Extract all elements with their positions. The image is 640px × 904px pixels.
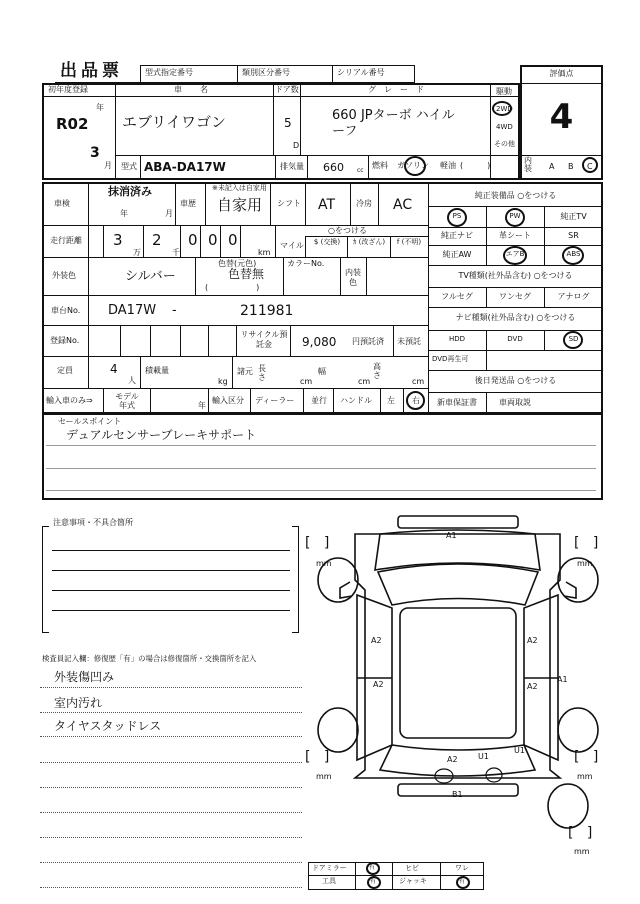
equip-aw: 純正AW xyxy=(442,250,472,259)
tread-fr-mm: mm xyxy=(577,559,593,568)
mileage-unknown: f (不明) xyxy=(396,238,422,246)
equip-pw: PW xyxy=(509,212,521,220)
equip-pw-circle xyxy=(505,208,525,227)
interior-b: B xyxy=(568,162,574,171)
load-kg: kg xyxy=(218,377,228,386)
equip-ps-circle xyxy=(447,208,467,227)
shift-label: シフト xyxy=(277,199,301,208)
tv-oneseg: ワンセグ xyxy=(499,292,531,301)
door-mirror-mark: 有 xyxy=(369,864,376,871)
serial-number-label: シリアル番号 xyxy=(337,68,385,77)
navi-sd: SD xyxy=(568,335,579,343)
interior-color-label: 内装色 xyxy=(345,268,361,287)
mile-label: マイル xyxy=(280,241,304,250)
fuel-gasoline-circle xyxy=(404,156,426,176)
eval-label: 評価点 xyxy=(549,69,574,78)
drive-other: その他 xyxy=(494,140,515,148)
equip-ps: PS xyxy=(452,212,462,220)
history-value: 自家用 xyxy=(217,196,263,214)
damage-mark-right-a1: A1 xyxy=(557,675,568,684)
color-change-value: 色替無 xyxy=(228,267,265,281)
color-no-label: カラーNo. xyxy=(287,259,325,268)
damage-mark-bumper: B1 xyxy=(452,790,463,799)
door-sub: D xyxy=(293,141,300,150)
navi-dvd: DVD xyxy=(507,335,523,343)
door-label: ドア数 xyxy=(275,85,299,94)
note-line-3: タイヤスタッドレス xyxy=(54,719,162,733)
dims-label: 諸元 xyxy=(237,367,253,376)
drive-label: 駆動 xyxy=(496,87,512,96)
equip-abs-circle xyxy=(562,246,584,265)
first-reg-label: 初年度登録 xyxy=(48,85,88,94)
import-class-label: 輸入区分 xyxy=(212,396,244,405)
note-line-2: 室内汚れ xyxy=(54,696,103,710)
handle-right: 右 xyxy=(412,396,420,405)
drive-2wd-circle xyxy=(492,101,512,116)
notes-label: 注意事項・不具合箇所 xyxy=(53,518,133,527)
damage-mark-right-rear: A2 xyxy=(527,682,538,691)
dims-width: 幅 xyxy=(318,367,326,376)
mileage-d1: 3 xyxy=(113,231,123,249)
jack-circle xyxy=(456,876,470,889)
sales-point-box xyxy=(42,413,603,500)
mileage-sen: 千 xyxy=(172,248,180,257)
inspection-year: 年 xyxy=(120,209,128,218)
fuel-gasoline: ガソリン xyxy=(397,161,429,170)
drive-2wd: 2WD xyxy=(496,105,513,113)
capacity-value: 4 xyxy=(110,362,118,376)
interior-c: C xyxy=(587,162,593,171)
capacity-unit: 人 xyxy=(128,376,136,385)
chassis-prefix: DA17W xyxy=(108,303,157,318)
equip-navi: 純正ナビ xyxy=(441,231,473,240)
car-name: エブリイワゴン xyxy=(122,113,226,131)
interior-a: A xyxy=(549,162,555,171)
navi-sd-circle xyxy=(563,331,583,349)
first-reg-month: 3 xyxy=(90,145,100,161)
dims-width-cm: cm xyxy=(358,377,371,386)
navi-hdd: HDD xyxy=(448,335,466,343)
note-line-1: 外装傷凹み xyxy=(54,670,115,684)
tools-circle xyxy=(367,876,381,889)
model-label: 型式 xyxy=(121,162,137,171)
mileage-circle-note: ○をつける xyxy=(328,226,367,235)
damage-mark-u1-rear: U1 xyxy=(478,752,489,761)
mileage-label: 走行距離 xyxy=(50,236,82,245)
model-year-label: モデル年式 xyxy=(115,392,139,410)
damage-mark-left-rear: A2 xyxy=(373,680,384,689)
cc-unit: cc xyxy=(357,167,364,174)
ac-value: AC xyxy=(393,197,413,213)
grade-label: グレード xyxy=(368,85,432,94)
inspection-label: 車検 xyxy=(54,199,70,208)
color-value: シルバー xyxy=(125,269,176,284)
tools-mark: 有 xyxy=(370,878,377,885)
handle-left: 左 xyxy=(387,396,395,405)
color-change-paren: ( ) xyxy=(205,283,260,292)
displacement-value: 660 xyxy=(323,161,344,174)
equip-airbag: エアB xyxy=(505,250,525,258)
damage-mark-front: A1 xyxy=(446,531,457,540)
later-title: 後日発送品 ○をつける xyxy=(474,376,557,385)
mileage-d5: 0 xyxy=(228,231,238,249)
eval-score: 4 xyxy=(549,97,574,137)
tread-fl-mm: mm xyxy=(316,559,332,568)
equip-sr: SR xyxy=(568,231,579,240)
damage-mark-u1-side: U1 xyxy=(514,746,525,755)
mileage-km: km xyxy=(258,248,271,257)
model-code: ABA-DA17W xyxy=(144,160,226,174)
dvd-playback: DVD再生可 xyxy=(432,355,469,363)
import-dealer: ディーラー xyxy=(255,396,295,405)
month-unit: 月 xyxy=(104,161,112,170)
dims-length-cm: cm xyxy=(300,377,313,386)
ac-label: 冷房 xyxy=(356,199,372,208)
door-count: 5 xyxy=(284,116,292,130)
notes-bracket-left xyxy=(42,526,49,633)
tread-rr-bracket: [ ] xyxy=(574,749,599,765)
jack-label: ジャッキ xyxy=(399,877,427,885)
tread-fl-bracket: [ ] xyxy=(305,535,330,551)
door-mirror-circle xyxy=(366,862,380,875)
sales-point-label: セールスポイント xyxy=(58,417,122,426)
navi-title: ナビ種類(社外品含む) ○をつける xyxy=(455,313,576,322)
damage-mark-left-front: A2 xyxy=(371,636,382,645)
note-dotted-lines xyxy=(40,680,302,895)
dims-length: 長さ xyxy=(258,364,266,382)
load-label: 積載量 xyxy=(145,366,169,375)
later-manual: 車両取説 xyxy=(499,398,531,407)
handle-right-circle xyxy=(406,391,425,410)
mileage-altered: ｶ (改ざん) xyxy=(352,238,386,246)
crack-label: ヒビ xyxy=(405,864,419,872)
damage-mark-rear-a2: A2 xyxy=(447,755,458,764)
import-label: 輸入車のみ⇒ xyxy=(46,396,93,405)
year-unit: 年 xyxy=(96,103,104,112)
model-designation-label: 型式指定番号 xyxy=(145,68,193,77)
dims-height: 高さ xyxy=(373,362,381,380)
private-note: ※未記入は自家用 xyxy=(212,184,267,192)
recycle-unit: 円預託済 xyxy=(352,337,384,346)
sales-point-text: デュアルセンサーブレーキサポート xyxy=(66,428,257,442)
tread-rl-mm: mm xyxy=(316,772,332,781)
equipment-title: 純正装備品 ○をつける xyxy=(474,191,557,200)
interior-c-circle xyxy=(582,157,598,173)
equip-airbag-circle xyxy=(503,246,527,265)
tread-spare-bracket: [ ] xyxy=(568,825,593,841)
grade-value: 660 JPターボ ハイルーフ xyxy=(332,108,455,139)
mileage-exchanged: $ (交換) xyxy=(313,238,341,246)
page-title: 出品票 xyxy=(60,61,123,81)
equip-abs: ABS xyxy=(566,250,581,258)
recycle-unpaid: 未預託 xyxy=(397,337,421,346)
mileage-d3: 0 xyxy=(188,231,198,249)
fuel-label: 燃料 xyxy=(372,161,388,170)
tread-rr-mm: mm xyxy=(577,772,593,781)
inspection-month: 月 xyxy=(165,209,173,218)
tread-spare-mm: mm xyxy=(574,847,590,856)
color-label: 外装色 xyxy=(52,271,76,280)
handle-label: ハンドル xyxy=(340,396,372,405)
chassis-number: 211981 xyxy=(240,303,294,319)
tv-analog: アナログ xyxy=(557,292,590,301)
capacity-label: 定員 xyxy=(57,366,73,375)
fuel-diesel: 軽油 xyxy=(440,161,456,170)
tv-title: TV種類(社外品含む) ○をつける xyxy=(458,271,573,280)
dims-height-cm: cm xyxy=(412,377,425,386)
damage-mark-right-front: A2 xyxy=(527,636,538,645)
drive-4wd: 4WD xyxy=(496,123,513,131)
import-parallel: 並行 xyxy=(311,396,327,405)
notes-bracket-right xyxy=(292,526,299,633)
category-number-label: 類別区分番号 xyxy=(242,68,290,77)
later-warranty: 新車保証書 xyxy=(437,398,477,407)
mileage-man: 万 xyxy=(133,248,141,257)
broken-label: ワレ xyxy=(455,864,469,872)
equip-leather: 革シート xyxy=(499,231,531,240)
shift-value: AT xyxy=(318,197,336,213)
model-year-unit: 年 xyxy=(198,401,206,410)
mileage-d4: 0 xyxy=(208,231,218,249)
tread-fr-bracket: [ ] xyxy=(574,535,599,551)
recycle-amount: 9,080 xyxy=(302,335,337,349)
jack-mark: 有 xyxy=(459,878,466,885)
color-change-label: 色替(元色) xyxy=(218,259,257,268)
recycle-label: リサイクル預託金 xyxy=(240,330,288,349)
fuel-paren: ( ) xyxy=(460,161,491,170)
tv-fullseg: フルセグ xyxy=(441,292,473,301)
equip-tv: 純正TV xyxy=(560,212,587,221)
mileage-d2: 2 xyxy=(152,231,162,249)
displacement-label: 排気量 xyxy=(280,162,304,171)
first-reg-year: R02 xyxy=(56,115,89,133)
door-mirror-label: ドアミラー xyxy=(312,864,347,872)
history-label: 車歴 xyxy=(180,199,196,208)
tools-label: 工具 xyxy=(322,877,336,885)
chassis-dash: - xyxy=(172,303,177,318)
inspector-label: 検査員記入欄：修復歴「有」の場合は修復箇所・交換箇所を記入 xyxy=(42,654,257,663)
inspection-value: 抹消済み xyxy=(108,185,152,198)
car-name-label: 車名 xyxy=(174,85,226,94)
tread-rl-bracket: [ ] xyxy=(305,749,330,765)
interior-label: 内装 xyxy=(524,156,532,173)
chassis-label: 車台No. xyxy=(51,306,81,315)
registration-label: 登録No. xyxy=(50,336,80,345)
